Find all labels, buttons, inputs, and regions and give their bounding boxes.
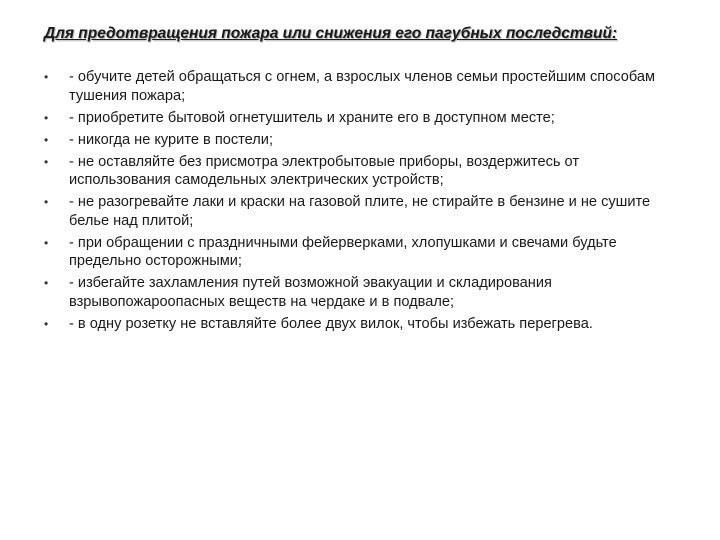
- list-item: [44, 234, 664, 271]
- list-item-text: - в одну розетку не вставляйте более двух вилок, чтобы избежать перегрева.: [69, 315, 593, 332]
- bullet-icon: •: [44, 154, 49, 169]
- bullet-icon: •: [44, 276, 49, 290]
- list-item-text: - не разогревайте лаки и краски на газовой плите, не стирайте в бензине и не сушите белье над плитой;: [69, 194, 651, 229]
- list-item: [44, 274, 664, 311]
- list-item: [44, 109, 664, 128]
- slide-title: Для предотвращения пожара или снижения его пагубных последствий:: [44, 25, 618, 42]
- list-item-text: - никогда не курите в постели;: [69, 131, 274, 148]
- list-item: [44, 193, 664, 230]
- list-item-text: - при обращении с праздничными фейерверками, хлопушками и свечами будьте предельно осторожными;: [69, 234, 617, 269]
- list-item: [44, 315, 664, 334]
- bullet-list: [44, 68, 664, 337]
- bullet-icon: •: [44, 235, 49, 250]
- list-item-text: - обучите детей обращаться с огнем, а взрослых членов семьи простейшим способам тушения пожара;: [69, 69, 656, 104]
- list-item: [44, 68, 664, 105]
- bullet-icon: •: [44, 132, 49, 147]
- bullet-icon: •: [44, 110, 49, 125]
- list-item: [44, 131, 664, 150]
- list-item: [44, 153, 664, 190]
- bullet-icon: •: [44, 70, 49, 84]
- list-item-text: - не оставляйте без присмотра электробытовые приборы, воздержитесь от использования самодельных электрических устройств;: [69, 153, 580, 188]
- list-item-text: - приобретите бытовой огнетушитель и храните его в доступном месте;: [69, 109, 555, 126]
- list-item-text: - избегайте захламления путей возможной эвакуации и складирования взрывопожароопасных веществ на чердаке и в подвале;: [69, 275, 552, 310]
- bullet-icon: •: [44, 195, 49, 209]
- bullet-icon: •: [44, 316, 49, 331]
